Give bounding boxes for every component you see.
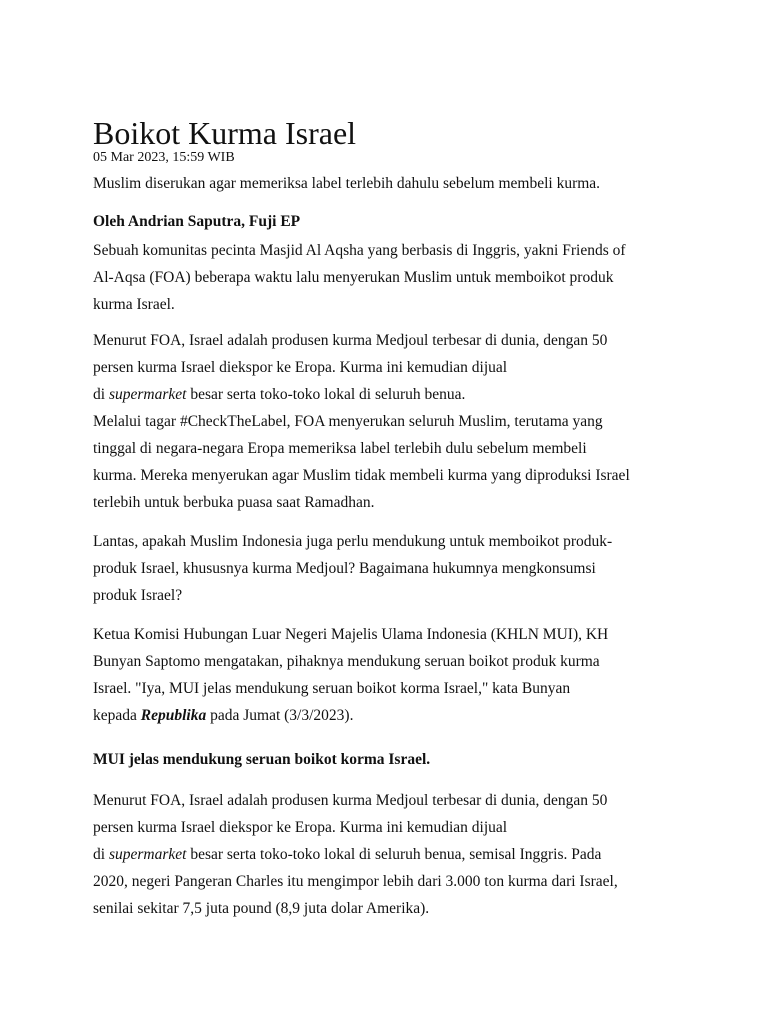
paragraph-line: persen kurma Israel diekspor ke Eropa. Kurma ini kemudian dijual (93, 359, 508, 376)
paragraph-line: Menurut FOA, Israel adalah produsen kurma Medjoul terbesar di dunia, dengan 50 (93, 792, 608, 809)
article-date: 05 Mar 2023, 15:59 WIB (93, 150, 235, 165)
text-segment: besar serta toko-toko lokal di seluruh benua, semisal Inggris. Pada (186, 846, 602, 863)
paragraph-line (93, 381, 683, 408)
paragraph-line: tinggal di negara-negara Eropa memeriksa label terlebih dulu sebelum membeli (93, 440, 587, 457)
paragraph-line: Bunyan Saptomo mengatakan, pihaknya mendukung seruan boikot produk kurma (93, 653, 600, 670)
paragraph-line: kurma Israel. (93, 296, 175, 313)
paragraph-line: senilai sekitar 7,5 juta pound (8,9 juta dolar Amerika). (93, 900, 430, 917)
paragraph-5 (93, 787, 683, 922)
paragraph-line: produk Israel? (93, 587, 183, 604)
paragraph-line: kurma. Mereka menyerukan agar Muslim tidak membeli kurma yang diproduksi Israel (93, 467, 630, 484)
paragraph-line: Al-Aqsa (FOA) beberapa waktu lalu menyerukan Muslim untuk memboikot produk (93, 269, 614, 286)
article-byline: Oleh Andrian Saputra, Fuji EP (93, 213, 301, 230)
italic-term: supermarket (108, 386, 187, 403)
paragraph-line: Menurut FOA, Israel adalah produsen kurma Medjoul terbesar di dunia, dengan 50 (93, 332, 608, 349)
article-title: Boikot Kurma Israel (93, 115, 357, 151)
paragraph-3 (93, 528, 683, 609)
text-segment: di (93, 386, 109, 403)
paragraph-line: terlebih untuk berbuka puasa saat Ramadhan. (93, 494, 375, 511)
paragraph-line: produk Israel, khususnya kurma Medjoul? Bagaimana hukumnya mengkonsumsi (93, 560, 596, 577)
italic-term: supermarket (108, 846, 187, 863)
paragraph-1 (93, 237, 683, 318)
paragraph-line: Melalui tagar #CheckTheLabel, FOA menyerukan seluruh Muslim, terutama yang (93, 413, 603, 430)
article-lead: Muslim diserukan agar memeriksa label terlebih dahulu sebelum membeli kurma. (93, 175, 601, 192)
paragraph-line (93, 702, 683, 729)
paragraph-2 (93, 327, 683, 516)
paragraph-line: Israel. "Iya, MUI jelas mendukung seruan boikot korma Israel," kata Bunyan (93, 680, 571, 697)
paragraph-line: persen kurma Israel diekspor ke Eropa. Kurma ini kemudian dijual (93, 819, 508, 836)
text-segment: besar serta toko-toko lokal di seluruh benua. (186, 386, 466, 403)
pull-quote: MUI jelas mendukung seruan boikot korma Israel. (93, 751, 431, 768)
paragraph-line: 2020, negeri Pangeran Charles itu mengimpor lebih dari 3.000 ton kurma dari Israel, (93, 873, 618, 890)
text-segment: pada Jumat (3/3/2023). (206, 707, 354, 724)
text-segment: di (93, 846, 109, 863)
paragraph-line: Ketua Komisi Hubungan Luar Negeri Majelis Ulama Indonesia (KHLN MUI), KH (93, 626, 609, 643)
publication-name: Republika (140, 707, 207, 724)
text-segment: kepada (93, 707, 141, 724)
paragraph-4 (93, 621, 683, 729)
paragraph-line: Lantas, apakah Muslim Indonesia juga perlu mendukung untuk memboikot produk- (93, 533, 613, 550)
paragraph-line: Sebuah komunitas pecinta Masjid Al Aqsha yang berbasis di Inggris, yakni Friends of (93, 242, 626, 259)
paragraph-line (93, 841, 683, 868)
